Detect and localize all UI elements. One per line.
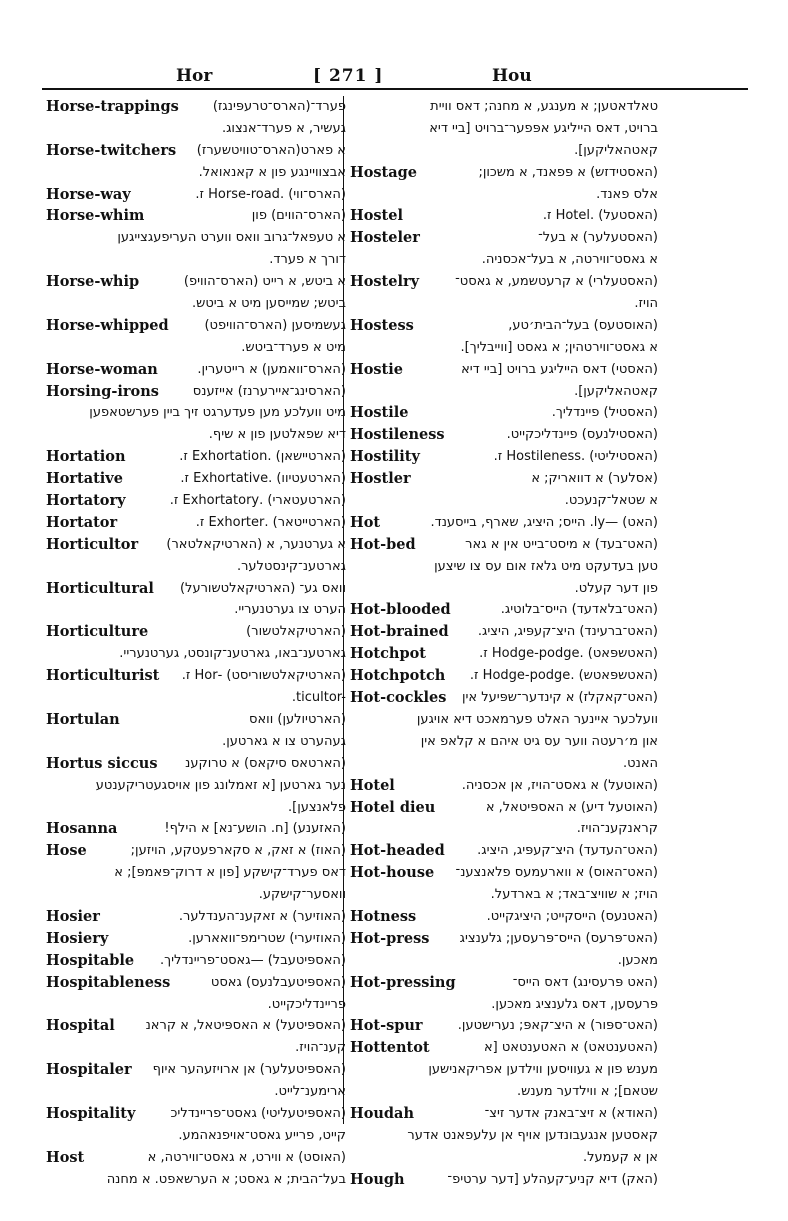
- dictionary-entry: [46, 709, 346, 731]
- definition-text: קענ־הויז.: [295, 1040, 346, 1056]
- definition-text: (האספּיטעליטי) גאסט־פריינדליכ: [170, 1105, 346, 1121]
- definition-text: (הארטיולען) וואס: [249, 711, 346, 727]
- definition-text: (האט) —ly. הייס; היציג, שארף, בייסענד.: [430, 514, 658, 530]
- headword: Hot-brained: [350, 623, 449, 641]
- header-right-guideword: Hou: [492, 66, 532, 86]
- entry-continuation: [350, 1125, 658, 1147]
- dictionary-entry: [350, 1015, 658, 1037]
- dictionary-entry: [350, 1169, 658, 1191]
- dictionary-entry: [46, 928, 346, 950]
- headword: Horse-whipped: [46, 316, 169, 334]
- header-rule: [42, 88, 748, 90]
- definition-text: (האסטיליטי) .Hostileness ז.: [493, 449, 658, 465]
- definition-text: (האוטעל דיע) א האספּיטאל, א: [485, 799, 658, 815]
- headword: Horse-trappings: [46, 98, 179, 115]
- headword: Hot-cockles: [350, 689, 447, 707]
- dictionary-entry: [350, 840, 658, 862]
- definition-text: (האק) דיא קניע־קעהלע [דער ערטיפ־: [447, 1171, 658, 1187]
- definition-text: .ticultor-: [291, 690, 346, 706]
- page-number: [ 271 ]: [313, 66, 384, 86]
- entry-continuation: [350, 96, 658, 118]
- definition-text: (האוזיער) א זאקענ־הענדלער.: [178, 908, 346, 924]
- definition-text: קאטהאליקען].: [574, 142, 658, 158]
- headword: Hotness: [350, 907, 417, 925]
- definition-text: פון דער קעלט.: [574, 580, 658, 596]
- definition-text: גארטענ־באו, גארטענ־קונסט, גערטנעריי.: [119, 646, 346, 662]
- headword: Hostler: [350, 470, 411, 488]
- entry-continuation: [46, 1169, 346, 1191]
- definition-text: (האט־ברעינד) היצ־קעפּיג, היציג.: [477, 624, 658, 640]
- entry-continuation: [46, 337, 346, 359]
- definition-text: אלס פאנד.: [596, 186, 658, 202]
- headword: Hotel dieu: [350, 798, 436, 816]
- definition-text: (הארטעטיוו) .Exhortative ז.: [180, 471, 346, 487]
- definition-text: א גאסט־ווירטה, א בעל־אכסניה.: [481, 252, 658, 268]
- entry-continuation: [350, 994, 658, 1016]
- dictionary-entry: [350, 1037, 658, 1059]
- dictionary-entry: [46, 381, 346, 403]
- definition-text: (האוסטעס) בעל־הבית׳טע,: [508, 317, 658, 333]
- definition-text: (אסלער) א דוואריק; א: [531, 471, 658, 487]
- definition-text: א טעפאל־גרוב וואס ווערט העריפעגצייגען: [117, 230, 346, 246]
- definition-text: (האט־קאקלז) א קינדער־שפּיעל אין: [461, 690, 658, 706]
- headword: Houdah: [350, 1104, 414, 1122]
- entry-continuation: [350, 381, 658, 403]
- definition-text: (הארטיקאלטשור): [246, 624, 346, 640]
- definition-text: אן א קעמעל.: [582, 1149, 658, 1165]
- entry-continuation: [46, 687, 346, 709]
- entry-continuation: [46, 293, 346, 315]
- definition-text: א גאסט־ווירטהין; א גאסט [ווייבליך].: [460, 339, 658, 355]
- entry-continuation: [350, 1147, 658, 1169]
- definition-text: (האוזיערי) שטרימפ־וואארען.: [188, 930, 346, 946]
- definition-text: (הארס־וואמען) א רייטערין.: [197, 361, 346, 377]
- definition-text: דאס פערד־קישקע [פון א דרוק־פּאמפּ]; א: [114, 865, 346, 881]
- definition-text: (הארטייטאר) .Exhorter ז.: [195, 514, 346, 530]
- dictionary-entry: [46, 818, 346, 840]
- dictionary-entry: [46, 271, 346, 293]
- entry-continuation: [350, 753, 658, 775]
- page-header: [40, 62, 746, 90]
- definition-text: (הארס־ווי) .Horse-road ז.: [195, 186, 346, 202]
- headword: Hot: [350, 513, 381, 531]
- headword: Horse-twitchers: [46, 141, 177, 159]
- headword: Hot-pressing: [350, 973, 456, 991]
- definition-text: (האטשפּאטש) .Hodge-podge ז.: [469, 668, 658, 684]
- headword: Hostelry: [350, 273, 420, 291]
- definition-text: (האספּיטעבל) —גאסט־פריינדליך.: [160, 952, 346, 968]
- entry-continuation: [350, 293, 658, 315]
- entry-continuation: [46, 118, 346, 140]
- headword: Hosier: [46, 907, 100, 925]
- headword: Hostile: [350, 404, 409, 422]
- dictionary-entry: [350, 775, 658, 797]
- definition-text: (האודא) א זיצ־באנק אדער זיצ־: [484, 1105, 658, 1121]
- headword: Hosanna: [46, 820, 118, 838]
- dictionary-entry: [350, 512, 658, 534]
- headword: Hostel: [350, 207, 403, 225]
- headword: Hotel: [350, 776, 395, 794]
- definition-text: קאסטען אנגעבונדען אויף אן עלעפאנט אדער: [407, 1127, 658, 1143]
- headword: Hortator: [46, 513, 118, 531]
- definition-text: וועלכער איינער האלט פערמאכט דיא אויגען: [416, 711, 658, 727]
- entry-continuation: [46, 1037, 346, 1059]
- definition-text: (האטנעס) הייסקייט; היציגקייט.: [486, 908, 658, 924]
- dictionary-entry: [46, 621, 346, 643]
- dictionary-entry: [46, 184, 346, 206]
- dictionary-entry: [350, 1103, 658, 1125]
- dictionary-entry: [350, 643, 658, 665]
- definition-text: און מ׳רעטה ווער עס גיט איהם א קלאפ אין: [420, 733, 658, 749]
- headword: Horticulturist: [46, 667, 160, 685]
- headword: Hotchpot: [350, 645, 426, 663]
- definition-text: (הארטיישאן) .Exhortation ז.: [179, 449, 346, 465]
- dictionary-entry: [46, 96, 346, 118]
- headword: Hostility: [350, 448, 420, 466]
- headword: Horticulture: [46, 623, 149, 641]
- dictionary-entry: [350, 797, 658, 819]
- definition-text: (הארס־הווים) פון: [251, 208, 346, 224]
- definition-text: געהערט צו א גארטען.: [222, 733, 346, 749]
- headword: Hortulan: [46, 710, 120, 728]
- dictionary-entry: [46, 665, 346, 687]
- dictionary-entry: [350, 928, 658, 950]
- entry-continuation: [46, 643, 346, 665]
- entry-continuation: [350, 184, 658, 206]
- entry-continuation: [46, 797, 346, 819]
- headword: Hostie: [350, 360, 403, 378]
- entry-continuation: [350, 709, 658, 731]
- headword: Horticultural: [46, 579, 154, 597]
- definition-text: (האוסט) א ווירט, א גאסט־ווירטה, א: [147, 1149, 346, 1165]
- headword: Hottentot: [350, 1039, 430, 1057]
- definition-text: דורך א פערד.: [269, 252, 346, 268]
- entry-continuation: [350, 118, 658, 140]
- headword: Hospitality: [46, 1104, 136, 1122]
- headword: Hospitable: [46, 951, 135, 969]
- dictionary-entry: [350, 359, 658, 381]
- dictionary-entry: [350, 271, 658, 293]
- dictionary-entry: [350, 162, 658, 184]
- definition-text: (הארטיקאלטשוריסט) -Hor ז.: [181, 668, 346, 684]
- definition-text: פריינדליכקייט.: [267, 996, 346, 1012]
- definition-text: נער גארטען [א זאמלונג פון אויסגעטריקענטע: [95, 777, 346, 793]
- definition-text: (האסטעל) .Hotel ז.: [542, 208, 658, 224]
- dictionary-entry: [46, 1059, 346, 1081]
- dictionary-entry: [46, 534, 346, 556]
- dictionary-entry: [350, 468, 658, 490]
- definition-text: (האספּיטעל) א האספּיטאל, א קראנ: [145, 1018, 346, 1034]
- definition-text: (האסטעלער) א בעל־: [538, 230, 658, 246]
- definition-text: בעל־הבית; א גאסט; א הערשאפט. א מחנה: [106, 1171, 346, 1187]
- headword: Hostage: [350, 163, 417, 181]
- entry-continuation: [46, 249, 346, 271]
- dictionary-entry: [46, 468, 346, 490]
- definition-text: ברויט, דאס הייליגע אפּפער־ברויט [ביי דיא: [429, 120, 658, 136]
- entry-continuation: [350, 578, 658, 600]
- definition-text: אבצוויינגע פון א קאנאואל.: [198, 164, 346, 180]
- definition-text: פערד־(הארס־טרעפּינגז): [212, 99, 346, 114]
- definition-text: ביטש; שמייסען מיט א ביטש.: [192, 296, 346, 312]
- headword: Hot-bed: [350, 535, 416, 553]
- definition-text: (האסטידזש) א פּפאנד, א משכון;: [478, 164, 658, 180]
- definition-text: וואס גע־ (הארטיקאלטשורעל): [179, 580, 346, 596]
- dictionary-entry: [46, 906, 346, 928]
- entry-continuation: [350, 1081, 658, 1103]
- definition-text: מאכען.: [617, 952, 658, 968]
- definition-text: וואסער־קישקע.: [258, 887, 346, 903]
- entry-continuation: [350, 140, 658, 162]
- entry-continuation: [350, 818, 658, 840]
- definition-text: (האסטיל) פיינדליך.: [551, 405, 658, 421]
- dictionary-entry: [46, 578, 346, 600]
- headword: Hotchpotch: [350, 667, 446, 685]
- definition-text: שטאם]; א ווילדער מענש.: [517, 1084, 658, 1100]
- definition-text: (הארסינג־איירערנז) אייזענס: [192, 383, 346, 399]
- definition-text: דיא שפאלטען פון א שיף.: [208, 427, 346, 443]
- definition-text: (האט־בעד) א מיסט־בייט אין א גאר: [465, 536, 658, 552]
- headword: Horse-whim: [46, 207, 145, 225]
- definition-text: ארימענ־לייט.: [274, 1084, 346, 1100]
- entry-continuation: [46, 884, 346, 906]
- headword: Host: [46, 1148, 85, 1166]
- headword: Hose: [46, 842, 87, 860]
- dictionary-entry: [350, 402, 658, 424]
- definition-text: הערט צו גערטנעריי.: [234, 602, 346, 618]
- headword: Hosiery: [46, 929, 109, 947]
- definition-text: הויז; א שוויצ־באד; א בארדעל.: [490, 887, 658, 903]
- definition-text: (הארטעטארי) .Exhortatory ז.: [169, 493, 346, 509]
- dictionary-entry: [46, 753, 346, 775]
- dictionary-entry: [46, 972, 346, 994]
- dictionary-entry: [46, 140, 346, 162]
- dictionary-entry: [46, 359, 346, 381]
- definition-text: א ביטש, א רייט (הארס־הוויפ): [183, 274, 346, 290]
- definition-text: געשיר, א פערד־אנצוג.: [221, 120, 346, 136]
- headword: Hortation: [46, 448, 126, 466]
- dictionary-entry: [350, 862, 658, 884]
- dictionary-entry: [46, 205, 346, 227]
- dictionary-entry: [350, 972, 658, 994]
- headword: Hospitableness: [46, 973, 171, 991]
- entry-continuation: [46, 731, 346, 753]
- headword: Hot-headed: [350, 842, 445, 860]
- headword: Horse-way: [46, 185, 131, 203]
- headword: Hot-house: [350, 864, 435, 882]
- headword: Horse-whip: [46, 273, 140, 291]
- headword: Hospitaler: [46, 1061, 132, 1079]
- headword: Hortatory: [46, 492, 126, 510]
- definition-text: פלאנצען].: [288, 799, 346, 815]
- dictionary-entry: [350, 534, 658, 556]
- entry-continuation: [46, 1081, 346, 1103]
- definition-text: (האסטי) דאס הייליגע ברויט [ביי דיא: [461, 361, 658, 377]
- dictionary-entry: [46, 512, 346, 534]
- entry-continuation: [46, 227, 346, 249]
- dictionary-entry: [46, 446, 346, 468]
- definition-text: (האזענע) [ח. הושע־נא] א הילף!: [164, 821, 346, 837]
- right-column: [350, 96, 658, 1191]
- definition-text: (האספּיטעבלנעס) גאסט: [210, 974, 346, 990]
- entry-continuation: [46, 162, 346, 184]
- definition-text: א גערטנער, א (הארטיקאלטאר): [166, 536, 346, 552]
- headword: Hot-spur: [350, 1017, 423, 1035]
- definition-text: טען בעדעקט מיט גלאז אום עס צו שיצען: [434, 558, 658, 574]
- dictionary-entry: [350, 424, 658, 446]
- definition-text: געשמיסען (הארס־הוויפט): [204, 317, 346, 333]
- definition-text: קראנקענ־הויז.: [576, 821, 658, 837]
- definition-text: קאטהאליקען].: [574, 383, 658, 399]
- dictionary-entry: [46, 1015, 346, 1037]
- definition-text: (האסטילנעס) פיינדליכקייט.: [506, 427, 658, 443]
- entry-continuation: [46, 1125, 346, 1147]
- headword: Horticultor: [46, 535, 139, 553]
- headword: Horse-woman: [46, 360, 158, 378]
- dictionary-entry: [350, 227, 658, 249]
- entry-continuation: [350, 556, 658, 578]
- entry-continuation: [350, 249, 658, 271]
- definition-text: א פארט(הארס־טוויטשערז): [196, 142, 346, 158]
- definition-text: (האט־העדעד) היצ־קעפּיג, היציג.: [477, 843, 658, 859]
- definition-text: (האוז) א זאק, א סקארפעטקע, הויזען;: [130, 843, 346, 859]
- entry-continuation: [350, 950, 658, 972]
- definition-text: (האט פּרעסינג) דאס הייס־: [512, 974, 658, 990]
- entry-continuation: [350, 490, 658, 512]
- headword: Hostileness: [350, 426, 445, 444]
- definition-text: מענש פון א געוויסען ווילדען אפריקאנישען: [428, 1062, 658, 1078]
- headword: Hosteler: [350, 229, 420, 247]
- definition-text: (האסטעלרי) א קרעטשמע, א גאסט־: [455, 274, 658, 290]
- dictionary-entry: [46, 1103, 346, 1125]
- definition-text: פּרעסען, דאס גלענציג מאכען.: [491, 996, 658, 1012]
- dictionary-entry: [350, 665, 658, 687]
- dictionary-entry: [350, 599, 658, 621]
- definition-text: (האוטעל) א גאסט־הויז, אן אכסניה.: [461, 777, 658, 793]
- header-left-guideword: Hor: [176, 66, 213, 86]
- entry-continuation: [46, 402, 346, 424]
- definition-text: א שטאל־קנעכט.: [564, 493, 658, 509]
- entry-continuation: [46, 599, 346, 621]
- dictionary-entry: [46, 315, 346, 337]
- entry-continuation: [46, 424, 346, 446]
- entry-continuation: [350, 1059, 658, 1081]
- definition-text: (האט־האוס) א ווארעמעס פלאנצענ־: [455, 865, 658, 881]
- dictionary-entry: [46, 950, 346, 972]
- dictionary-entry: [46, 840, 346, 862]
- definition-text: הויז.: [634, 296, 658, 312]
- dictionary-entry: [350, 315, 658, 337]
- entry-continuation: [350, 731, 658, 753]
- entry-continuation: [46, 994, 346, 1016]
- headword: Hostess: [350, 316, 414, 334]
- definition-text: (האט־פּרעס) הייס־פּרעסען; גלענציג: [459, 930, 658, 946]
- definition-text: מיט וועלכע מען פעדערגט זיך ביין פערשטאפען: [89, 405, 346, 421]
- entry-continuation: [46, 862, 346, 884]
- dictionary-entry: [350, 906, 658, 928]
- entry-continuation: [350, 337, 658, 359]
- definition-text: (האטענטאט) א האטענטאט [א: [483, 1040, 658, 1056]
- headword: Hortative: [46, 470, 123, 488]
- left-column: [46, 96, 346, 1191]
- dictionary-entry: [46, 490, 346, 512]
- entry-continuation: [46, 775, 346, 797]
- dictionary-entry: [350, 621, 658, 643]
- dictionary-entry: [350, 446, 658, 468]
- definition-text: טאלדאטען; א מענגע, א מחנה; דאס וויית: [430, 99, 658, 114]
- definition-text: (האט־ספּור) א היצ־קאפּ; נערישטען.: [457, 1018, 658, 1034]
- headword: Hortus siccus: [46, 754, 158, 772]
- definition-text: גארטענ־קינסטלער.: [236, 558, 346, 574]
- definition-text: קייט, פרייע גאסט־אויפנאהמע.: [178, 1127, 346, 1143]
- definition-text: האנט.: [623, 755, 658, 771]
- definition-text: (האטשפּאט) .Hodge-podge ז.: [479, 646, 658, 662]
- definition-text: (הארטאס סיקאס) א טרוקענ: [185, 755, 346, 771]
- entry-continuation: [350, 884, 658, 906]
- entry-continuation: [46, 556, 346, 578]
- headword: Hough: [350, 1170, 405, 1188]
- definition-text: (האט־בלאדעד) הייס־בלוטיג.: [500, 602, 658, 618]
- definition-text: מיט א פערד־ביטש.: [241, 339, 346, 355]
- headword: Hot-blooded: [350, 601, 451, 619]
- dictionary-entry: [350, 687, 658, 709]
- headword: Horsing-irons: [46, 382, 159, 400]
- dictionary-entry: [350, 205, 658, 227]
- headword: Hot-press: [350, 929, 430, 947]
- dictionary-entry: [46, 1147, 346, 1169]
- headword: Hospital: [46, 1017, 115, 1035]
- definition-text: (האספּיטעלער) אן ארויזעהער איוף: [152, 1062, 346, 1078]
